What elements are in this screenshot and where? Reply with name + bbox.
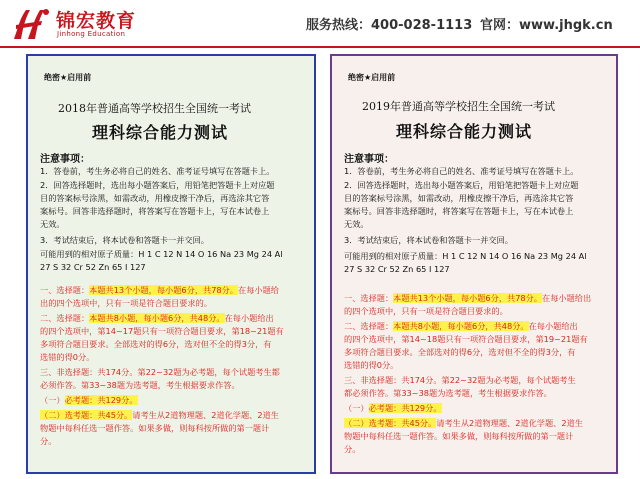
exam-panel-2019: [330, 54, 618, 474]
note-line: 目的答案标号涂黑，如需改动，用橡皮擦干净后，再选涂其它答: [40, 193, 270, 203]
section-line: 物题中每科任选一题作答。如果多做，则每科按所做的第一题计: [40, 423, 270, 433]
notice-title: 注意事项：: [40, 154, 90, 165]
section-prefix: （一）: [344, 403, 369, 413]
section-highlight: 本题共13个小题，每小题6分，共78分。: [393, 293, 542, 303]
section-highlight: （二）选考题：共45分。: [40, 410, 133, 420]
section-choice: [344, 293, 591, 304]
jinhong-logo-icon: [8, 6, 52, 42]
secret-label: 绝密★启用前: [44, 73, 92, 82]
note-line: 无效。: [40, 219, 65, 229]
section-prefix: （一）: [40, 395, 65, 405]
section-highlight: 必考题：共129分。: [64, 395, 138, 405]
section-line: 分。: [344, 444, 361, 454]
section-line: 三、非选择题：共174分。第22~32题为必考题，每个试题考生都: [40, 367, 280, 377]
section-line: 多项符合题目要求。全部选对的得6分，选对但不全的得3分，有: [344, 347, 576, 357]
section-highlight: 本题共8小题，每小题6分，共48分。: [89, 313, 225, 323]
section-multi-choice: [40, 313, 274, 324]
section-prefix: 一、选择题：: [344, 293, 394, 303]
section-choice: [40, 285, 279, 296]
site-header: [0, 0, 640, 46]
subject-title: 理科综合能力测试: [92, 123, 229, 142]
section-line: 的四个选项中，只有一项是符合题目要求的。: [344, 306, 508, 316]
brand-name: 锦宏教育: [56, 10, 137, 32]
notice-title: 注意事项：: [344, 154, 394, 165]
section-multi-choice: [344, 321, 578, 332]
section-text: 在每小题给出: [542, 293, 592, 303]
section-line: 选错的得0分。: [40, 352, 95, 362]
note-line: 目的答案标号涂黑，如需改动，用橡皮擦干净后，再选涂其它答: [344, 193, 574, 203]
website-link[interactable]: 官网：www.jhgk.cn: [480, 18, 613, 33]
section-text: 请考生从2道物理题、2道化学题、2道生: [436, 418, 583, 428]
note-line: 2．回答选择题时，选出每小题答案后，用铅笔把答题卡上对应题: [40, 180, 275, 190]
section-text: 请考生从2道物理题、2道化学题、2道生: [132, 410, 279, 420]
exam-title: 2019年普通高等学校招生全国统一考试: [362, 100, 555, 113]
section-required: [40, 395, 138, 406]
brand-subtitle: Jinhong Education: [57, 30, 126, 38]
section-line: 都必须作答。第33~38题为选考题，考生根据要求作答。: [344, 388, 552, 398]
header-divider: [0, 46, 640, 48]
section-line: 必须作答。第33~38题为选考题，考生根据要求作答。: [40, 380, 240, 390]
section-line: 的四个选项中，第14~18题只有一项符合题目要求，第19~21题有: [344, 334, 588, 344]
atomic-mass-line: 27 S 32 Cr 52 Zn 65 I 127: [40, 262, 146, 272]
section-line: 多项符合题目要求。全部选对的得6分，选对但不全的得3分，有: [40, 339, 272, 349]
subject-title: 理科综合能力测试: [396, 122, 533, 141]
note-line: 无效。: [344, 219, 369, 229]
section-prefix: 一、选择题：: [40, 285, 90, 295]
atomic-mass-line: 27 S 32 Cr 52 Zn 65 I 127: [344, 264, 450, 274]
section-text: 在每小题给出: [528, 321, 578, 331]
section-line: 分。: [40, 436, 57, 446]
secret-label: 绝密★启用前: [348, 73, 396, 82]
note-line: 1．答卷前，考生务必将自己的姓名、准考证号填写在答题卡上。: [40, 166, 275, 176]
section-elective: [344, 418, 583, 429]
section-elective: [40, 410, 279, 421]
section-text: 在每小题给: [238, 285, 279, 295]
section-prefix: 二、选择题：: [344, 321, 394, 331]
section-prefix: 二、选择题：: [40, 313, 90, 323]
exam-title: 2018年普通高等学校招生全国统一考试: [58, 102, 251, 115]
service-hotline: 服务热线：400-028-1113: [306, 18, 473, 33]
section-line: 选错的得0分。: [344, 360, 399, 370]
section-line: 出的四个选项中，只有一项是符合题目要求的。: [40, 298, 212, 308]
exam-panel-2018: [26, 54, 316, 474]
section-highlight: 本题共8小题，每小题6分，共48分。: [393, 321, 529, 331]
section-required: [344, 403, 442, 414]
note-line: 3．考试结束后，将本试卷和答题卡一并交回。: [344, 235, 513, 245]
section-text: 在每小题给出: [224, 313, 274, 323]
note-line: 案标号。回答非选择题时，将答案写在答题卡上，写在本试卷上: [40, 206, 270, 216]
section-line: 物题中每科任选一题作答。如果多做，则每科按所做的第一题计: [344, 431, 574, 441]
note-line: 2．回答选择题时，选出每小题答案后，用铅笔把答题卡上对应题: [344, 180, 579, 190]
section-line: 三、非选择题：共174分。第22~32题为必考题，每个试题考生: [344, 375, 576, 385]
atomic-mass-line: 可能用到的相对原子质量：H 1 C 12 N 14 O 16 Na 23 Mg 24 Al: [40, 249, 283, 259]
section-highlight: 本题共13个小题，每小题6分，共78分。: [89, 285, 238, 295]
note-line: 1．答卷前，考生务必将自己的姓名、准考证号填写在答题卡上。: [344, 166, 579, 176]
note-line: 3．考试结束后，将本试卷和答题卡一并交回。: [40, 235, 209, 245]
note-line: 案标号。回答非选择题时，将答案写在答题卡上，写在本试卷上: [344, 206, 574, 216]
atomic-mass-line: 可能用到的相对原子质量：H 1 C 12 N 14 O 16 Na 23 Mg 24 Al: [344, 251, 587, 261]
section-highlight: （二）选考题：共45分。: [344, 418, 437, 428]
section-line: 的四个选项中，第14~17题只有一项符合题目要求，第18~21题有: [40, 326, 284, 336]
section-highlight: 必考题：共129分。: [368, 403, 442, 413]
